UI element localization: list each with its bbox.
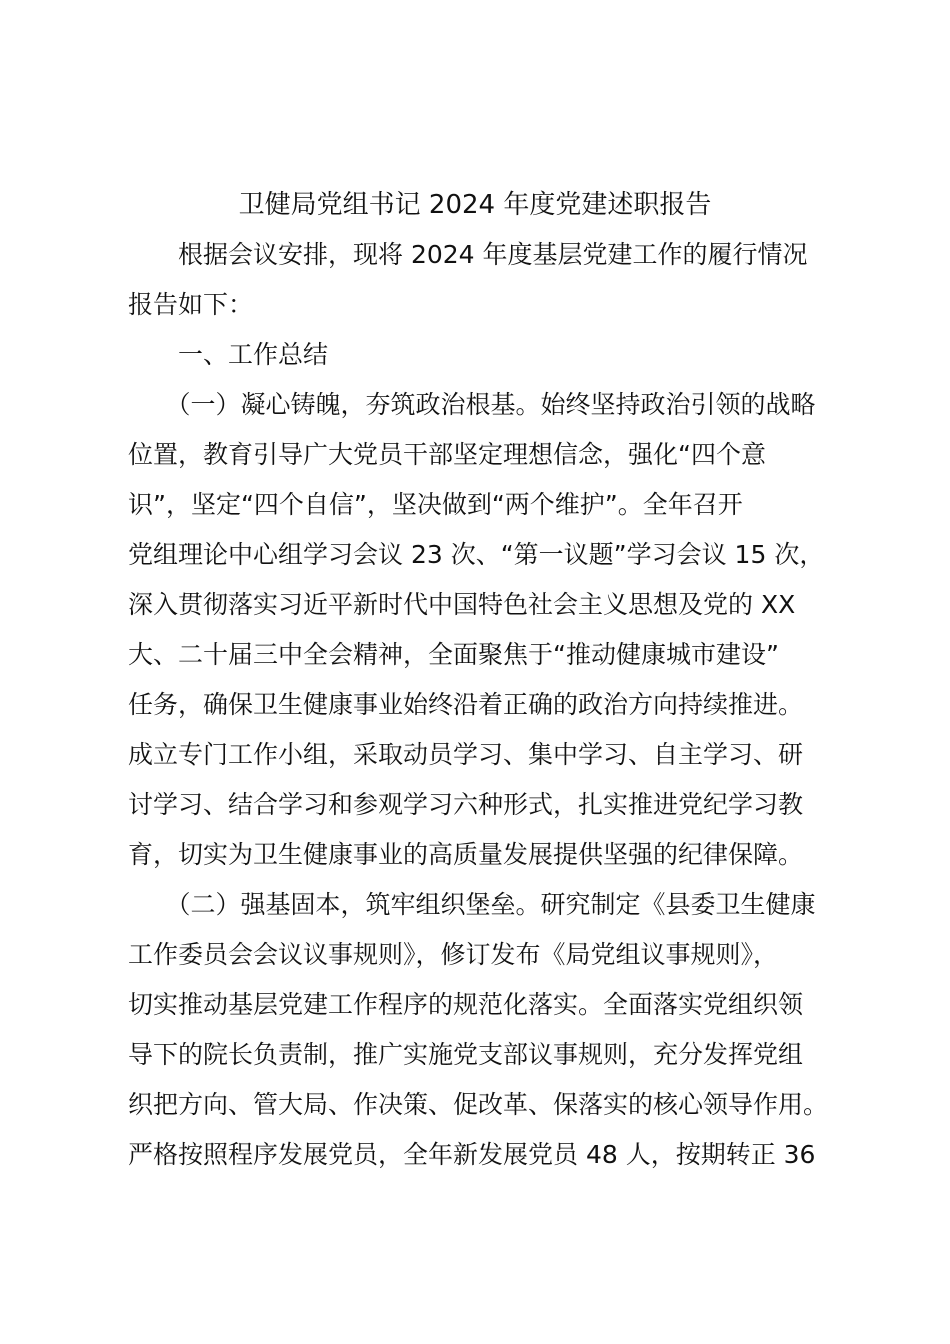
body-line: 工作委员会会议议事规则》，修订发布《局党组议事规则》， — [128, 940, 779, 969]
body-line: （一）凝心铸魄，夯筑政治根基。始终坚持政治引领的战略 — [128, 390, 816, 419]
body-line: 织把方向、管大局、作决策、促改革、保落实的核心领导作用。 — [128, 1090, 829, 1119]
body-line: 任务，确保卫生健康事业始终沿着正确的政治方向持续推进。 — [128, 690, 804, 719]
body-line: （二）强基固本，筑牢组织堡垒。研究制定《县委卫生健康 — [128, 890, 816, 919]
body-line: 报告如下： — [128, 290, 254, 319]
body-line: 识”，坚定“四个自信”，坚决做到“两个维护”。全年召开 — [128, 490, 743, 519]
section-heading: 一、工作总结 — [128, 340, 329, 369]
body-line: 导下的院长负责制，推广实施党支部议事规则，充分发挥党组 — [128, 1040, 804, 1069]
body-line: 党组理论中心组学习会议 23 次、“第一议题”学习会议 15 次， — [128, 540, 825, 569]
body-line: 育，切实为卫生健康事业的高质量发展提供坚强的纪律保障。 — [128, 840, 804, 869]
body-line: 切实推动基层党建工作程序的规范化落实。全面落实党组织领 — [128, 990, 804, 1019]
body-line: 根据会议安排，现将 2024 年度基层党建工作的履行情况 — [128, 240, 808, 269]
body-line: 成立专门工作小组，采取动员学习、集中学习、自主学习、研 — [128, 740, 804, 769]
body-line: 严格按照程序发展党员，全年新发展党员 48 人，按期转正 36 — [128, 1140, 816, 1169]
body-line: 深入贯彻落实习近平新时代中国特色社会主义思想及党的 XX — [128, 590, 796, 619]
body-line: 讨学习、结合学习和参观学习六种形式，扎实推进党纪学习教 — [128, 790, 804, 819]
body-line: 大、二十届三中全会精神，全面聚焦于“推动健康城市建设” — [128, 640, 779, 669]
body-line: 位置，教育引导广大党员干部坚定理想信念，强化“四个意 — [128, 440, 766, 469]
document-title: 卫健局党组书记 2024 年度党建述职报告 — [238, 190, 712, 220]
